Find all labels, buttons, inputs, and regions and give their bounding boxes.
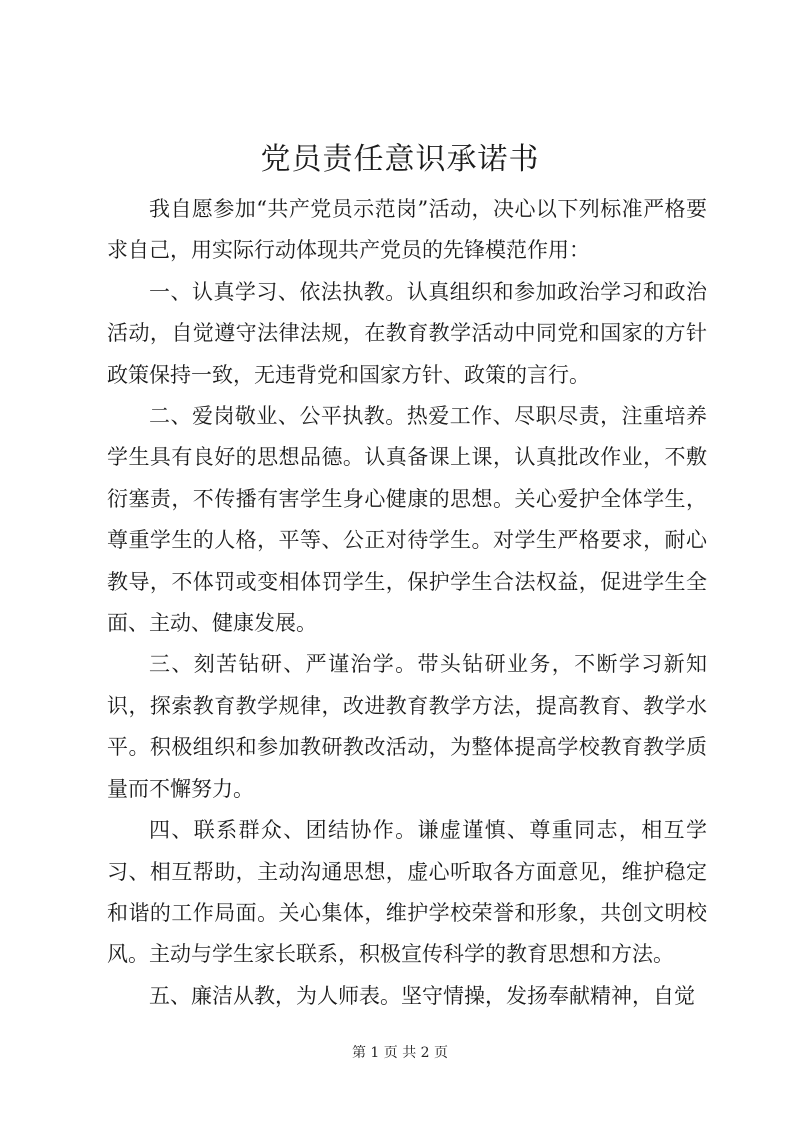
document-title: 党员责任意识承诺书 — [260, 142, 540, 177]
paragraph-5: 五、廉洁从教，为人师表。坚守情操，发扬奉献精神，自觉 — [149, 983, 695, 1008]
paragraph-1: 一、认真学习、依法执教。认真组织和参加政治学习和政治活动，自觉遵守法律法规，在教育教学活动中同党和国家的方针政策保持一致，无违背党和国家方针、政策的言行。 — [107, 279, 707, 387]
page-footer: 第 1 页 共 2 页 — [351, 1045, 449, 1061]
document-body — [107, 189, 707, 1017]
intro-paragraph: 我自愿参加“共产党员示范岗”活动，决心以下列标准严格要求自己，用实际行动体现共产党员的先锋模范作用： — [107, 197, 707, 263]
paragraph-2: 二、爱岗敬业、公平执教。热爱工作、尽职尽责，注重培养学生具有良好的思想品德。认真备课上课，认真批改作业，不敷衍塞责，不传播有害学生身心健康的思想。关心爱护全体学生，尊重学生的人格，平等、公正对待学生。对学生严格要求，耐心教导，不体罚或变相体罚学生，保护学生合法权益，促进学生全面、主动、健康发展。 — [107, 404, 707, 636]
paragraph-3: 三、刻苦钻研、严谨治学。带头钻研业务，不断学习新知识，探索教育教学规律，改进教育教学方法，提高教育、教学水平。积极组织和参加教研教改活动，为整体提高学校教育教学质量而不懈努力。 — [107, 652, 707, 801]
paragraph-4: 四、联系群众、团结协作。谦虚谨慎、尊重同志，相互学习、相互帮助，主动沟通思想，虚心听取各方面意见，维护稳定和谐的工作局面。关心集体，维护学校荣誉和形象，共创文明校风。主动与学生家长联系，积极宣传科学的教育思想和方法。 — [107, 818, 707, 967]
